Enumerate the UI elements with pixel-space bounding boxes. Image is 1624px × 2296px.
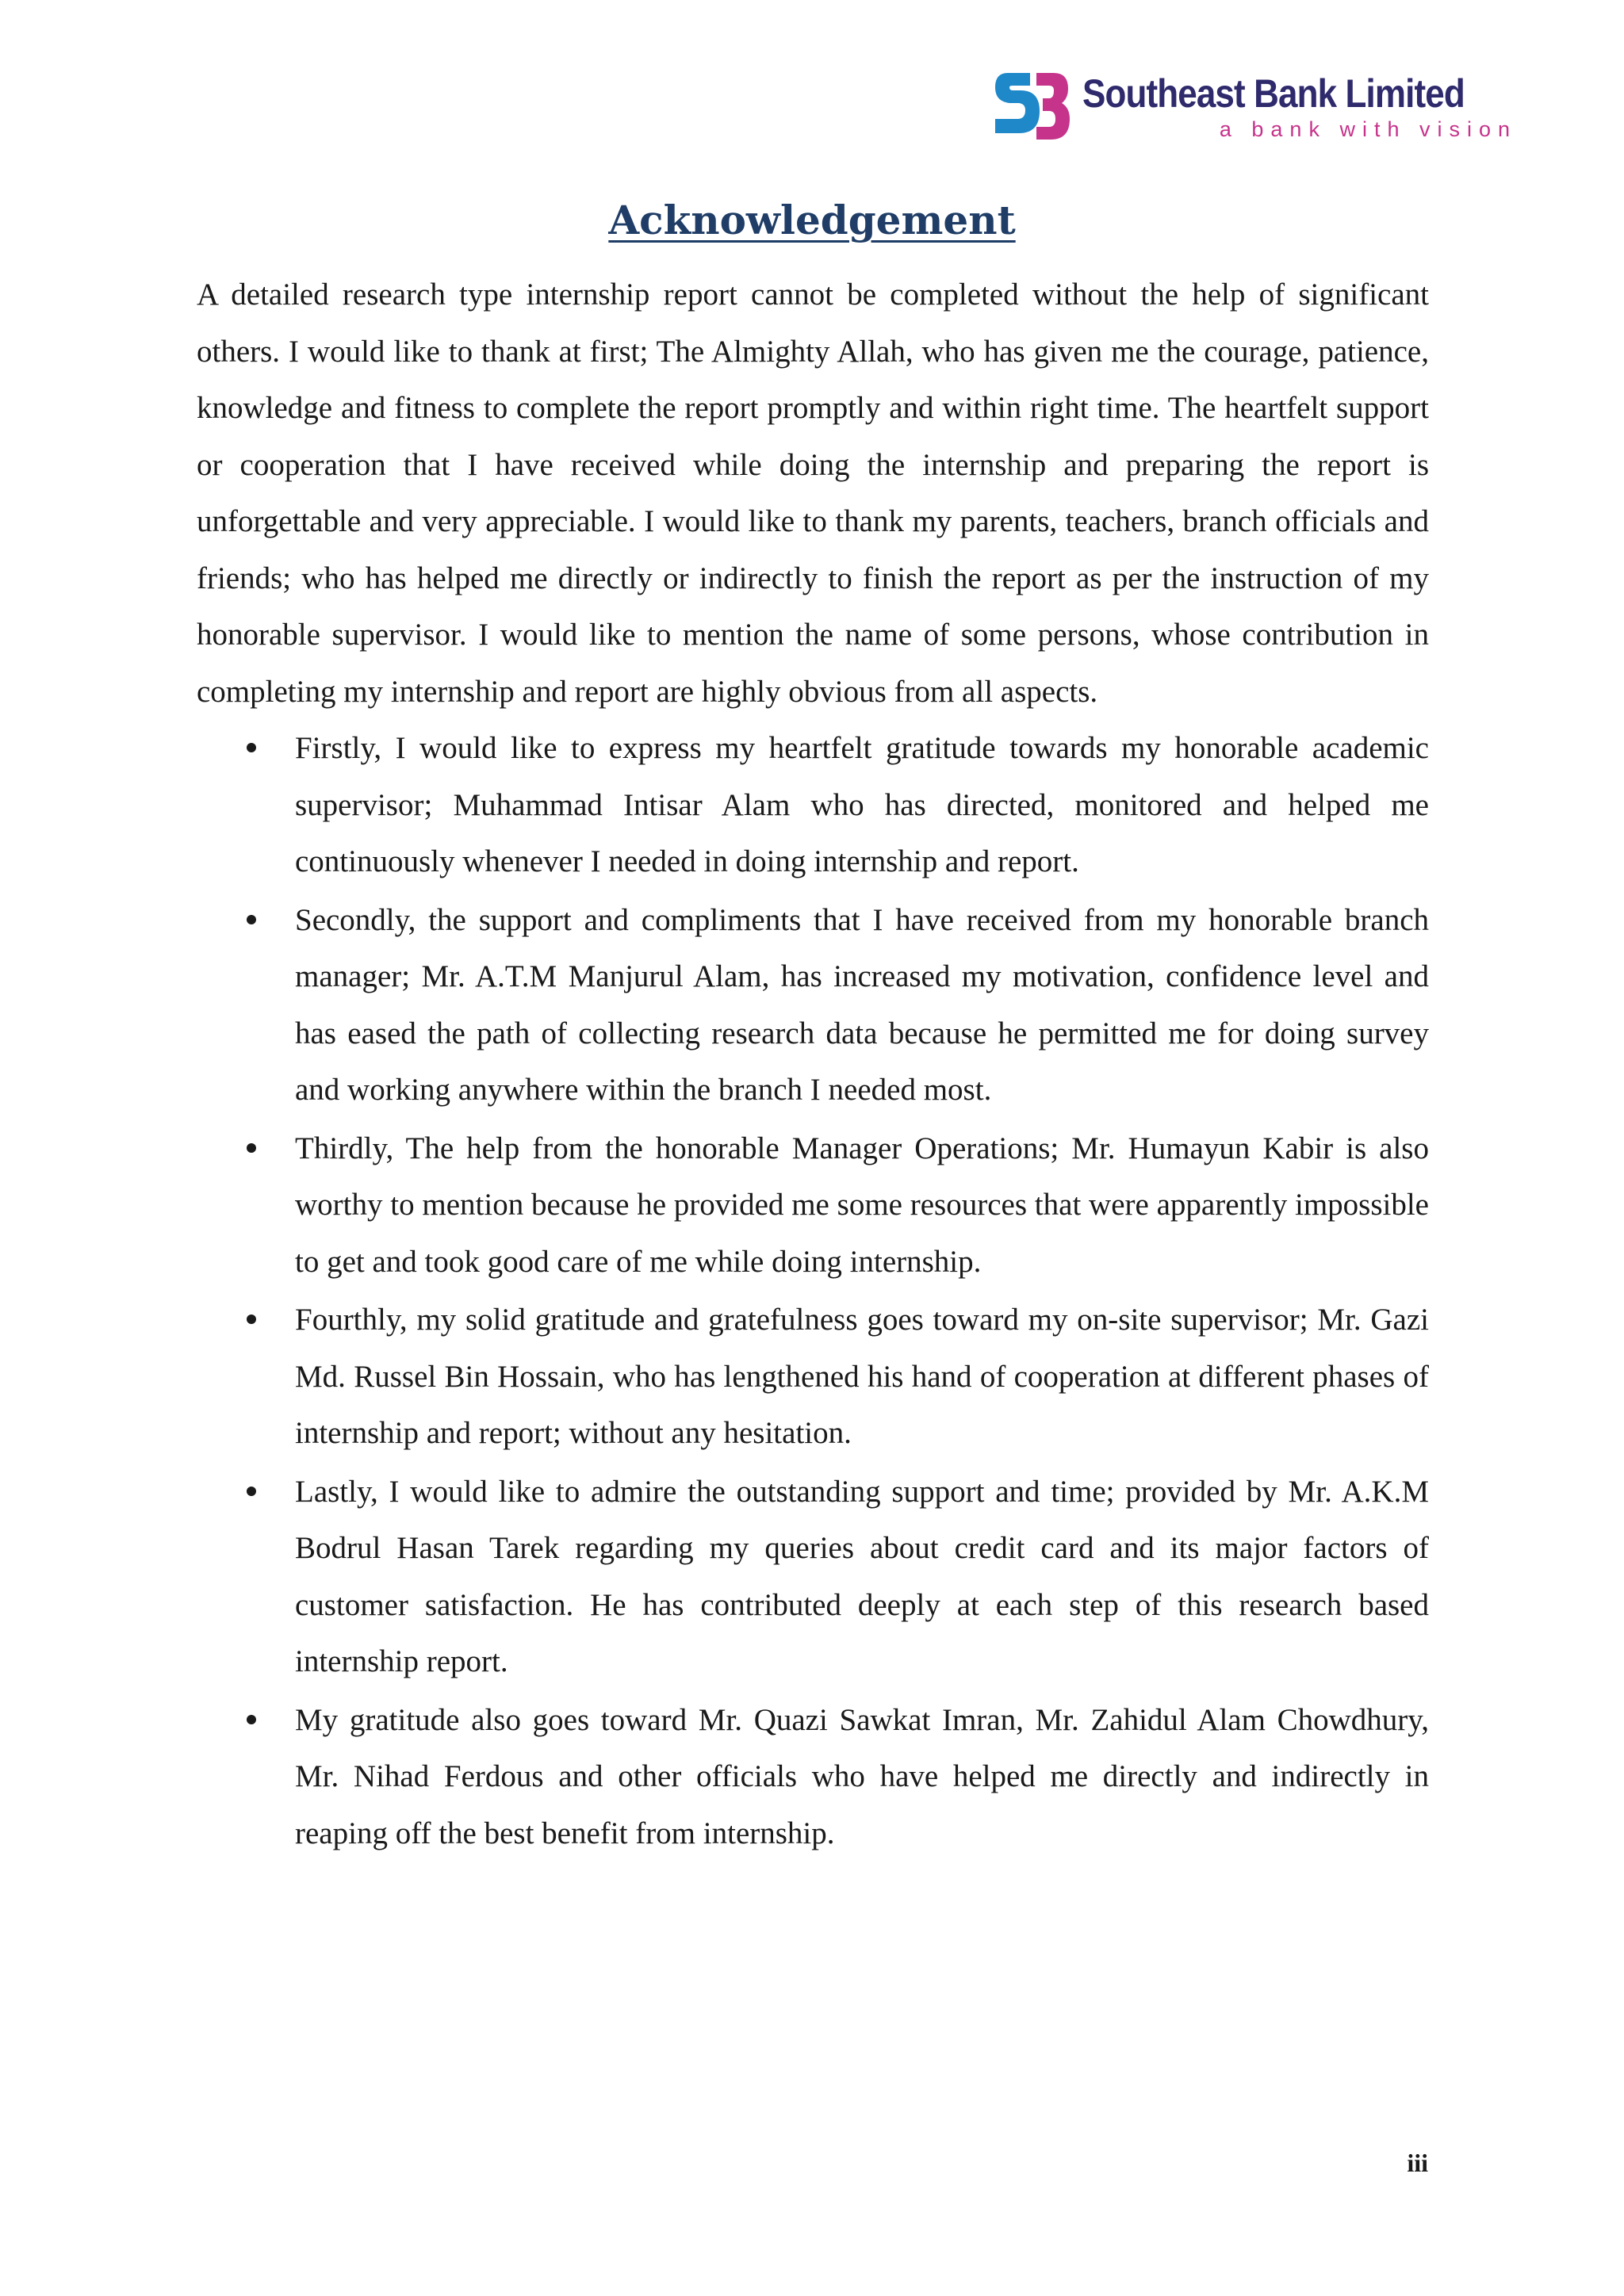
bullet-icon bbox=[247, 1314, 256, 1324]
list-item-text: Thirdly, The help from the honorable Manager Operations; Mr. Humayun Kabir is also worthy to mention because he provided me some resources that were apparently impossible to get and took good care of me while doing internship. bbox=[295, 1131, 1429, 1279]
document-body bbox=[197, 266, 1429, 1862]
list-item bbox=[197, 1120, 1429, 1291]
bank-name: Southeast Bank Limited bbox=[1082, 71, 1465, 116]
page-title: Acknowledgement bbox=[608, 197, 1016, 243]
list-item bbox=[197, 892, 1429, 1119]
page-number: iii bbox=[1407, 2149, 1428, 2177]
list-item-text: Firstly, I would like to express my heartfelt gratitude towards my honorable academic supervisor; Muhammad Intisar Alam who has directed, monitored and helped me continuously whenever I needed in doing internship and report. bbox=[295, 731, 1429, 878]
bank-tagline: a bank with vision bbox=[1219, 117, 1517, 141]
bullet-icon bbox=[247, 915, 256, 924]
list-item-text: Fourthly, my solid gratitude and gratefulness goes toward my on-site supervisor; Mr. Gazi Md. Russel Bin Hossain, who has lengthened his hand of cooperation at different phases of internship and report; without any hesitation. bbox=[295, 1303, 1429, 1450]
list-item bbox=[197, 1464, 1429, 1690]
list-item bbox=[197, 720, 1429, 890]
southeast-bank-logo-icon bbox=[990, 67, 1073, 146]
acknowledgement-list bbox=[197, 720, 1429, 1862]
bullet-icon bbox=[247, 743, 256, 752]
list-item-text: Lastly, I would like to admire the outstanding support and time; provided by Mr. A.K.M Bodrul Hasan Tarek regarding my queries about credit card and its major factors of customer satisfaction. He has contributed deeply at each step of this research based internship report. bbox=[295, 1474, 1429, 1678]
bank-logo bbox=[990, 67, 1517, 146]
bullet-icon bbox=[247, 1143, 256, 1153]
list-item bbox=[197, 1292, 1429, 1462]
bullet-icon bbox=[247, 1487, 256, 1496]
list-item bbox=[197, 1692, 1429, 1862]
bullet-icon bbox=[247, 1715, 256, 1724]
list-item-text: My gratitude also goes toward Mr. Quazi Sawkat Imran, Mr. Zahidul Alam Chowdhury, Mr. Nihad Ferdous and other officials who have helped me directly and indirectly in reaping off the best benefit from internship. bbox=[295, 1702, 1429, 1850]
intro-paragraph: A detailed research type internship report cannot be completed without the help of significant others. I would like to thank at first; The Almighty Allah, who has given me the courage, patience, knowledge and fitness to complete the report promptly and within right time. The heartfelt support or cooperation that I have received while doing the internship and preparing the report is unforgettable and very appreciable. I would like to thank my parents, teachers, branch officials and friends; who has helped me directly or indirectly to finish the report as per the instruction of my honorable supervisor. I would like to mention the name of some persons, whose contribution in completing my internship and report are highly obvious from all aspects. bbox=[197, 277, 1429, 709]
list-item-text: Secondly, the support and compliments that I have received from my honorable branch manager; Mr. A.T.M Manjurul Alam, has increased my motivation, confidence level and has eased the path of collecting research data because he permitted me for doing survey and working anywhere within the branch I needed most. bbox=[295, 902, 1429, 1107]
